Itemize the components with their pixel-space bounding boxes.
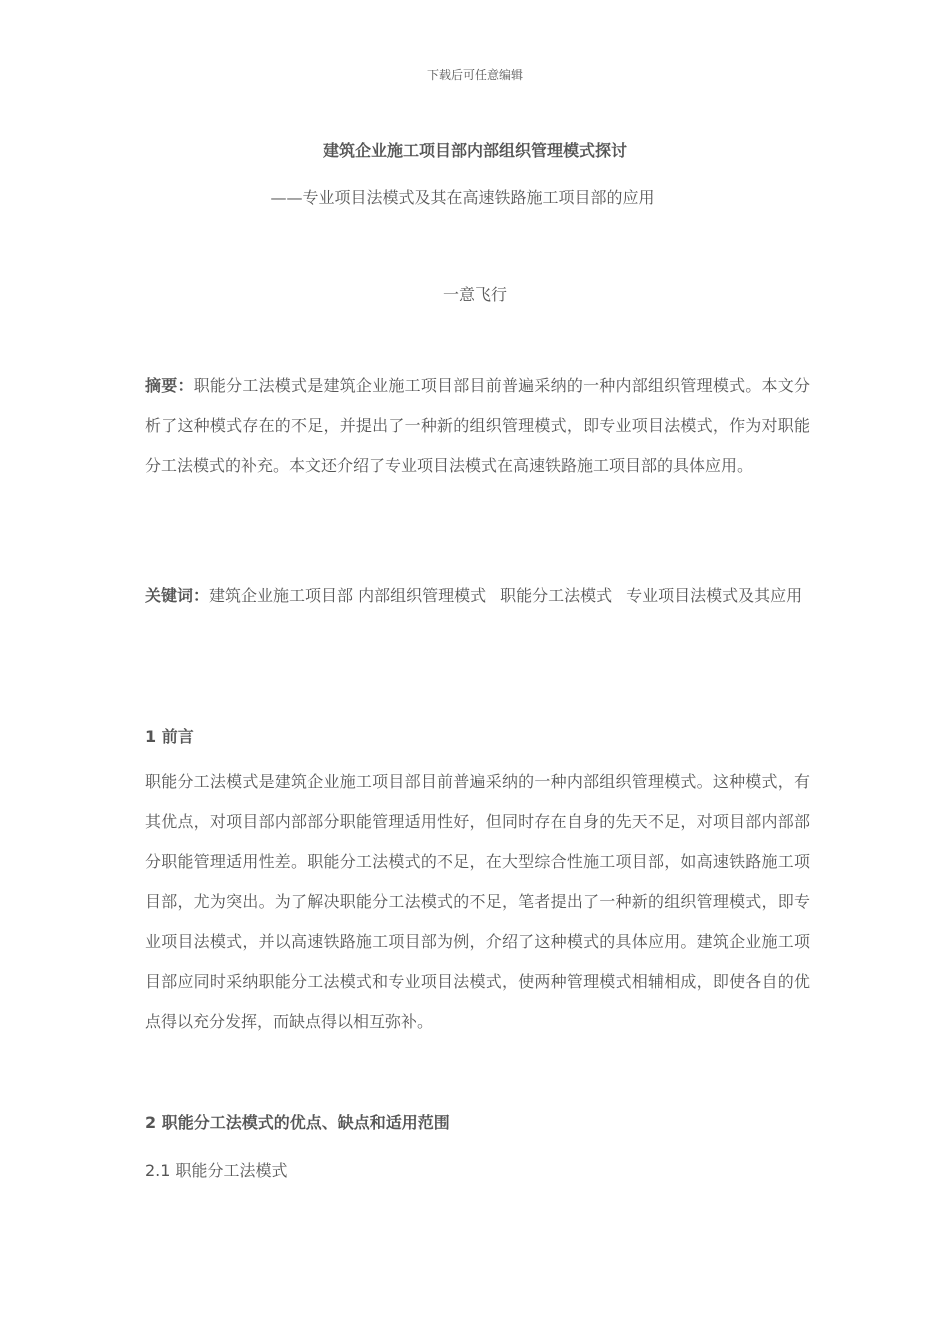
keyword-item: 建筑企业施工项目部 内部组织管理模式 — [209, 586, 487, 605]
section-number: 1 — [145, 727, 157, 746]
abstract-paragraph — [145, 366, 810, 486]
keyword-item: 职能分工法模式 — [500, 586, 613, 605]
abstract-label: 摘要： — [145, 376, 194, 395]
section-heading-2 — [145, 1110, 450, 1133]
header-note: 下载后可任意编辑 — [426, 68, 523, 82]
document-subtitle: ——专业项目法模式及其在高速铁路施工项目部的应用 — [270, 188, 655, 207]
document-author: 一意飞行 — [442, 285, 507, 304]
section-title: 职能分工法模式的优点、缺点和适用范围 — [161, 1113, 450, 1132]
keywords-label: 关键词： — [145, 586, 210, 605]
keyword-item: 专业项目法模式及其应用 — [626, 586, 803, 605]
section-number: 2 — [145, 1113, 157, 1132]
document-title: 建筑企业施工项目部内部组织管理模式探讨 — [322, 141, 627, 160]
subsection-heading-2-1 — [145, 1158, 288, 1181]
section-title: 前言 — [161, 727, 194, 746]
keywords-paragraph — [145, 576, 810, 616]
subsection-number: 2.1 — [145, 1161, 171, 1180]
abstract-text: 职能分工法模式是建筑企业施工项目部目前普遍采纳的一种内部组织管理模式。本文分析了这种模式存在的不足，并提出了一种新的组织管理模式，即专业项目法模式，作为对职能分工法模式的补充。本文还介绍了专业项目法模式在高速铁路施工项目部的具体应用。 — [145, 376, 810, 475]
subsection-title: 职能分工法模式 — [175, 1161, 288, 1180]
section-heading-intro — [145, 724, 194, 747]
intro-paragraph: 职能分工法模式是建筑企业施工项目部目前普遍采纳的一种内部组织管理模式。这种模式，有其优点，对项目部内部部分职能管理适用性好，但同时存在自身的先天不足，对项目部内部部分职能管理适用性差。职能分工法模式的不足，在大型综合性施工项目部，如高速铁路施工项目部，尤为突出。为了解决职能分工法模式的不足，笔者提出了一种新的组织管理模式，即专业项目法模式，并以高速铁路施工项目部为例，介绍了这种模式的具体应用。建筑企业施工项目部应同时采纳职能分工法模式和专业项目法模式，使两种管理模式相辅相成，即使各自的优点得以充分发挥，而缺点得以相互弥补。 — [145, 772, 810, 1031]
